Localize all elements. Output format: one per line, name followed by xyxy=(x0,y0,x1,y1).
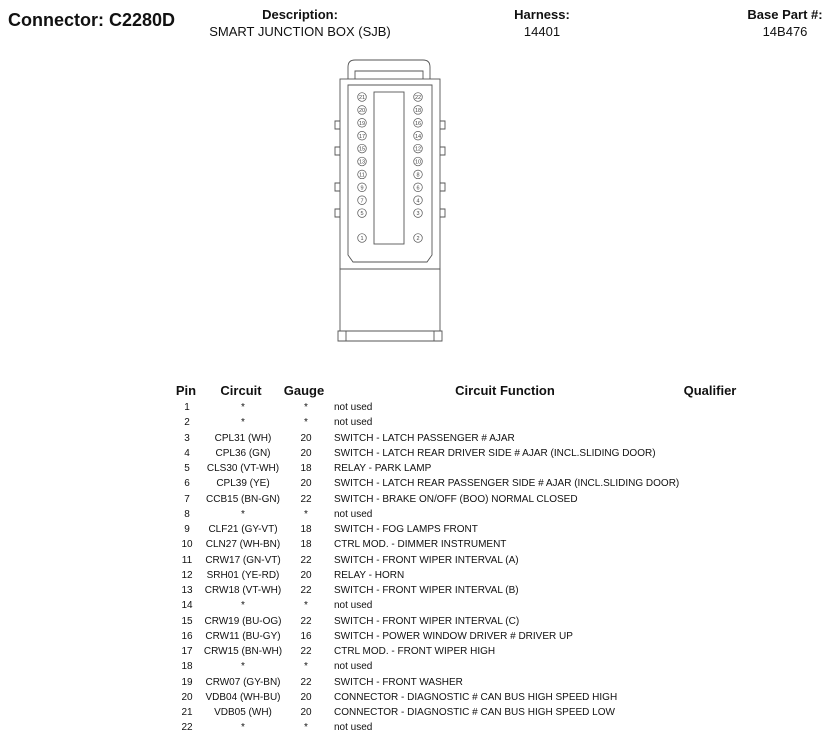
gauge-cell: 16 xyxy=(300,630,312,642)
pin-number-label: 7 xyxy=(360,198,364,205)
circuit-cell: CPL31 (WH) xyxy=(214,432,272,444)
pin-cell: 13 xyxy=(181,585,193,597)
table-row xyxy=(172,659,732,674)
pin-cavity xyxy=(414,131,423,140)
pin-cavity xyxy=(414,170,423,179)
pin-number-label: 14 xyxy=(414,133,422,140)
pin-cavity xyxy=(358,209,367,218)
circuit-cell: CLN27 (WH-BN) xyxy=(205,539,281,551)
gauge-cell: 22 xyxy=(300,646,312,658)
circuit-cell: CRW15 (BN-WH) xyxy=(203,646,283,658)
table-row xyxy=(172,522,732,537)
pin-number-label: 10 xyxy=(414,159,422,166)
table-row xyxy=(172,476,732,491)
pin-cavity xyxy=(358,170,367,179)
function-cell: CTRL MOD. - FRONT WIPER HIGH xyxy=(334,646,496,658)
table-row xyxy=(172,415,732,430)
table-row xyxy=(172,644,732,659)
pin-cell: 7 xyxy=(184,493,190,505)
circuit-cell: CPL39 (YE) xyxy=(216,478,270,490)
col-header-pin: Pin xyxy=(175,383,197,398)
circuit-cell: VDB05 (WH) xyxy=(214,707,272,719)
gauge-cell: 22 xyxy=(300,554,312,566)
circuit-cell: SRH01 (YE-RD) xyxy=(206,569,280,581)
description-block xyxy=(200,7,400,41)
gauge-cell: 20 xyxy=(300,478,312,490)
pin-cell: 1 xyxy=(184,402,190,414)
function-cell: not used xyxy=(334,508,373,520)
table-row xyxy=(172,537,732,552)
pin-number-label: 17 xyxy=(358,133,366,140)
pin-number-label: 22 xyxy=(414,95,422,102)
gauge-cell: 20 xyxy=(300,447,312,459)
gauge-cell: * xyxy=(304,417,308,429)
table-row xyxy=(172,629,732,644)
pin-cavity xyxy=(358,234,367,243)
pin-number-label: 5 xyxy=(360,211,364,218)
pin-cell: 4 xyxy=(184,447,190,459)
circuit-cell: * xyxy=(241,661,245,673)
pin-cavity xyxy=(414,119,423,128)
harness-label: Harness: xyxy=(514,7,570,22)
pin-number-label: 1 xyxy=(360,236,364,243)
table-row xyxy=(172,431,732,446)
function-cell: CONNECTOR - DIAGNOSTIC # CAN BUS HIGH SPEED HIGH xyxy=(334,691,618,703)
gauge-cell: 20 xyxy=(300,691,312,703)
gauge-cell: 20 xyxy=(300,432,312,444)
table-row xyxy=(172,675,732,690)
col-header-gauge: Gauge xyxy=(283,383,325,398)
pin-cavity xyxy=(358,196,367,205)
circuit-cell: * xyxy=(241,417,245,429)
function-cell: RELAY - HORN xyxy=(334,569,405,581)
pin-number-label: 2 xyxy=(416,236,420,243)
circuit-cell: CPL36 (GN) xyxy=(215,447,271,459)
pin-cell: 8 xyxy=(184,508,190,520)
description-label: Description: xyxy=(262,7,338,22)
table-row xyxy=(172,705,732,720)
harness-block xyxy=(492,7,592,41)
function-cell: SWITCH - FRONT WIPER INTERVAL (A) xyxy=(334,554,519,566)
table-row xyxy=(172,720,732,735)
circuit-cell: CRW11 (BU-GY) xyxy=(205,630,281,642)
pin-cell: 3 xyxy=(184,432,190,444)
col-header-circuit: Circuit xyxy=(220,383,262,398)
pin-cell: 18 xyxy=(181,661,193,673)
function-cell: SWITCH - LATCH REAR PASSENGER SIDE # AJAR (INCL.SLIDING DOOR) xyxy=(334,478,680,490)
gauge-cell: * xyxy=(304,722,308,734)
table-row xyxy=(172,446,732,461)
pin-cavity xyxy=(414,93,423,102)
pin-cavity xyxy=(414,234,423,243)
pin-number-label: 15 xyxy=(358,146,366,153)
pin-cavity xyxy=(358,157,367,166)
harness-value: 14401 xyxy=(523,24,561,39)
gauge-cell: * xyxy=(304,508,308,520)
function-cell: SWITCH - LATCH REAR DRIVER SIDE # AJAR (INCL.SLIDING DOOR) xyxy=(334,447,656,459)
col-header-qualifier: Qualifier xyxy=(683,383,737,398)
pin-number-label: 8 xyxy=(416,172,420,179)
table-row xyxy=(172,461,732,476)
gauge-cell: * xyxy=(304,600,308,612)
pin-cell: 5 xyxy=(184,463,190,475)
function-cell: SWITCH - FOG LAMPS FRONT xyxy=(334,524,478,536)
pin-cell: 19 xyxy=(181,676,193,688)
circuit-cell: CRW17 (GN-VT) xyxy=(205,554,281,566)
circuit-cell: * xyxy=(241,508,245,520)
pin-cavity xyxy=(358,144,367,153)
pin-cell: 21 xyxy=(181,707,193,719)
circuit-cell: CCB15 (BN-GN) xyxy=(206,493,280,505)
pin-cavity xyxy=(358,131,367,140)
pin-cavity xyxy=(358,106,367,115)
table-row xyxy=(172,400,732,415)
function-cell: SWITCH - FRONT WIPER INTERVAL (C) xyxy=(334,615,520,627)
gauge-cell: 22 xyxy=(300,615,312,627)
connector-title: Connector: C2280D xyxy=(8,10,176,30)
pin-number-label: 21 xyxy=(358,95,366,102)
pin-cell: 6 xyxy=(184,478,190,490)
table-row xyxy=(172,492,732,507)
base-part-label: Base Part #: xyxy=(747,7,823,22)
pin-cell: 11 xyxy=(181,554,193,566)
pin-cavity xyxy=(358,93,367,102)
description-value: SMART JUNCTION BOX (SJB) xyxy=(209,24,391,39)
pin-cavity xyxy=(414,144,423,153)
col-header-circuit-function: Circuit Function xyxy=(455,383,555,398)
function-cell: not used xyxy=(334,600,373,612)
pin-cell: 16 xyxy=(181,630,193,642)
pin-number-label: 3 xyxy=(416,211,420,218)
function-cell: SWITCH - LATCH PASSENGER # AJAR xyxy=(334,432,515,444)
circuit-cell: VDB04 (WH-BU) xyxy=(205,691,281,703)
function-cell: SWITCH - BRAKE ON/OFF (BOO) NORMAL CLOSED xyxy=(334,493,578,505)
gauge-cell: 18 xyxy=(300,539,312,551)
pin-cavity xyxy=(358,183,367,192)
function-cell: not used xyxy=(334,402,373,414)
table-row xyxy=(172,614,732,629)
table-row xyxy=(172,553,732,568)
function-cell: SWITCH - FRONT WASHER xyxy=(334,676,463,688)
gauge-cell: * xyxy=(304,402,308,414)
base-part-block xyxy=(730,7,832,41)
pin-number-label: 19 xyxy=(358,120,366,127)
function-cell: CONNECTOR - DIAGNOSTIC # CAN BUS HIGH SPEED LOW xyxy=(334,707,615,719)
pin-number-label: 11 xyxy=(359,172,365,179)
pin-cavity xyxy=(414,106,423,115)
pin-number-label: 18 xyxy=(414,108,422,114)
pin-cell: 17 xyxy=(181,646,193,658)
pin-number-label: 4 xyxy=(416,198,420,205)
circuit-cell: CRW19 (BU-OG) xyxy=(204,615,282,627)
pin-cell: 9 xyxy=(184,524,190,536)
pin-number-label: 6 xyxy=(416,185,420,192)
pin-cell: 14 xyxy=(181,600,193,612)
pin-cavity xyxy=(414,183,423,192)
left-pin-column xyxy=(358,93,367,243)
pin-cavity xyxy=(358,119,367,128)
pin-cell: 12 xyxy=(181,569,193,581)
function-cell: SWITCH - FRONT WIPER INTERVAL (B) xyxy=(334,585,519,597)
pin-cavity xyxy=(414,157,423,166)
circuit-cell: * xyxy=(241,402,245,414)
gauge-cell: 22 xyxy=(300,676,312,688)
function-cell: not used xyxy=(334,661,373,673)
table-row xyxy=(172,690,732,705)
pin-cell: 20 xyxy=(181,691,193,703)
gauge-cell: 20 xyxy=(300,707,312,719)
gauge-cell: 18 xyxy=(300,524,312,536)
circuit-cell: * xyxy=(241,600,245,612)
table-row xyxy=(172,598,732,613)
circuit-cell: CLF21 (GY-VT) xyxy=(208,524,278,536)
pin-number-label: 9 xyxy=(360,185,364,192)
table-row xyxy=(172,507,732,522)
pin-cavity xyxy=(414,209,423,218)
circuit-cell: CRW07 (GY-BN) xyxy=(205,676,281,688)
base-part-value: 14B476 xyxy=(762,24,808,39)
pin-cell: 2 xyxy=(184,417,190,429)
circuit-cell: * xyxy=(241,722,245,734)
gauge-cell: 22 xyxy=(300,493,312,505)
connector-face-diagram xyxy=(318,55,458,345)
function-cell: not used xyxy=(334,722,373,734)
pin-table xyxy=(172,400,732,736)
table-row xyxy=(172,583,732,598)
right-pin-column xyxy=(414,93,423,243)
gauge-cell: 20 xyxy=(300,569,312,581)
table-row xyxy=(172,568,732,583)
function-cell: not used xyxy=(334,417,373,429)
pin-cell: 10 xyxy=(181,539,193,551)
pin-number-label: 20 xyxy=(358,108,366,114)
pin-cell: 15 xyxy=(181,615,193,627)
pin-cell: 22 xyxy=(181,722,193,734)
gauge-cell: 22 xyxy=(300,585,312,597)
function-cell: CTRL MOD. - DIMMER INSTRUMENT xyxy=(334,539,507,551)
pin-number-label: 12 xyxy=(414,146,422,153)
gauge-cell: 18 xyxy=(300,463,312,475)
pin-cavity xyxy=(414,196,423,205)
circuit-cell: CRW18 (VT-WH) xyxy=(204,585,282,597)
function-cell: SWITCH - POWER WINDOW DRIVER # DRIVER UP xyxy=(334,630,573,642)
pin-number-label: 13 xyxy=(358,159,366,166)
gauge-cell: * xyxy=(304,661,308,673)
circuit-cell: CLS30 (VT-WH) xyxy=(206,463,280,475)
pin-number-label: 16 xyxy=(414,120,422,127)
function-cell: RELAY - PARK LAMP xyxy=(334,463,432,475)
